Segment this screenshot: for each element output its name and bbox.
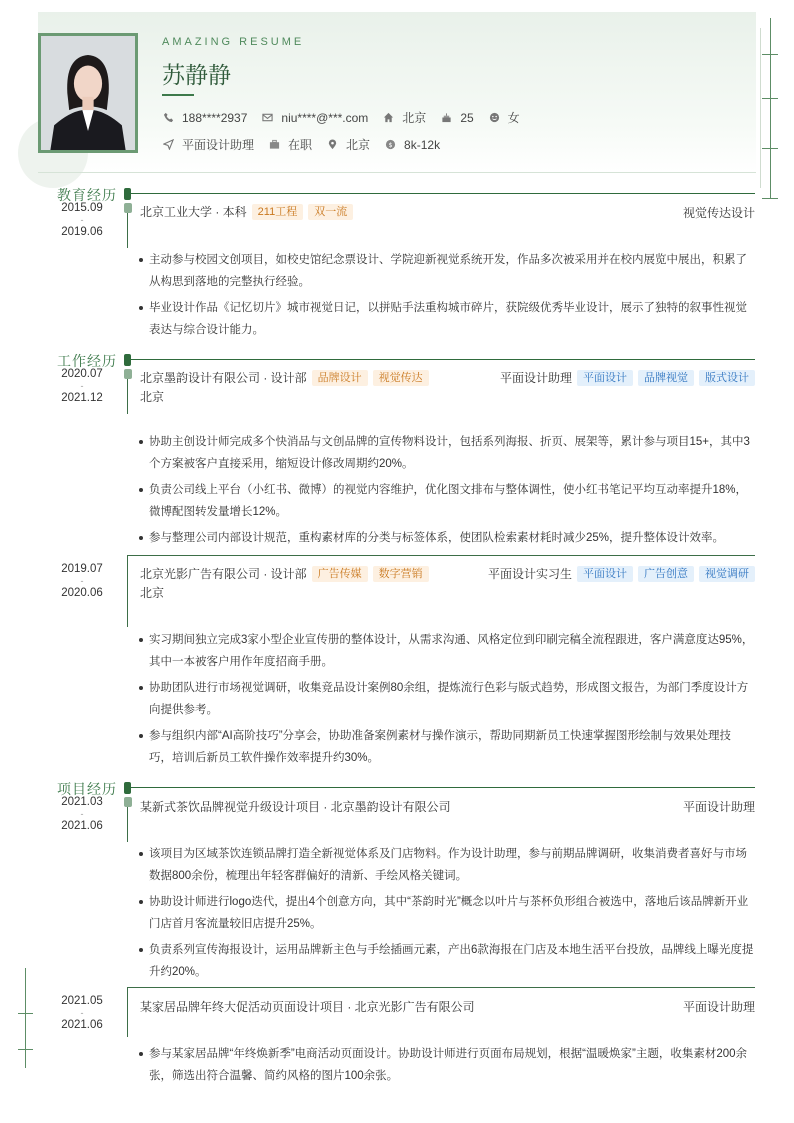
list-item: 协助主创设计师完成多个快消品与文创品牌的宣传物料设计，包括系列海报、折页、展架等，累计参与项目15+，其中3个方案被客户直接采用，缩短设计修改周期约20%。 — [138, 431, 754, 475]
right-frame-line — [760, 28, 761, 188]
entry-divider — [127, 987, 755, 988]
skill-tag: 平面设计 — [577, 370, 633, 386]
section-title-education: 教育经历 — [57, 187, 117, 203]
list-item: 协助团队进行市场视觉调研，收集竞品设计案例80余组，提炼流行色彩与版式趋势，形成图文报告，为部门季度设计方向提供参考。 — [138, 677, 754, 721]
section-marker — [124, 782, 131, 794]
school-tag: 211工程 — [252, 204, 304, 220]
candidate-name: 苏静静 — [162, 62, 231, 88]
proj2-end-date: 2021.06 — [61, 1019, 103, 1031]
skill-tag: 视觉调研 — [699, 566, 755, 582]
edu-bullets — [138, 249, 754, 345]
city-text: 北京 — [402, 111, 427, 125]
timeline-line — [127, 379, 128, 414]
right-decor-tick — [762, 98, 778, 99]
send-icon — [162, 138, 175, 151]
company-name: 北京墨韵设计有限公司 · 设计部 — [140, 371, 307, 385]
skill-tag: 版式设计 — [699, 370, 755, 386]
proj2-role: 平面设计助理 — [682, 1000, 755, 1014]
school-name: 北京工业大学 · 本科 — [140, 205, 247, 219]
list-item: 该项目为区域茶饮连锁品牌打造全新视觉体系及门店物料。作为设计助理，参与前期品牌调研，收集消费者喜好与市场数据800余份，梳理出年轻客群偏好的清新、手绘风格关键词。 — [138, 843, 754, 887]
work2-city: 北京 — [140, 586, 165, 600]
skill-tag: 品牌视觉 — [638, 370, 694, 386]
section-rule — [131, 359, 755, 360]
work1-city: 北京 — [140, 390, 165, 404]
list-item: 负责系列宣传海报设计，运用品牌新主色与手绘插画元素，产出6款海报在门店及本地生活平台投放，品牌线上曝光度提升约20%。 — [138, 939, 754, 983]
edu-major: 视觉传达设计 — [682, 206, 755, 220]
skill-tag: 广告创意 — [638, 566, 694, 582]
position-text: 平面设计助理 — [182, 138, 255, 152]
edu-school — [140, 203, 353, 220]
phone-item — [162, 111, 247, 125]
status-item — [268, 136, 312, 153]
section-title-project: 项目经历 — [57, 781, 117, 797]
timeline-line — [127, 213, 128, 248]
company-tag: 广告传媒 — [312, 566, 368, 582]
home-icon — [382, 111, 395, 124]
timeline-dot — [124, 203, 132, 213]
proj2-start-date: 2021.05 — [61, 995, 103, 1007]
age-text: 25 — [460, 110, 474, 125]
right-decor-tick — [762, 54, 778, 55]
section-rule — [131, 193, 755, 194]
header-divider — [38, 172, 756, 173]
left-decor-line — [25, 968, 26, 1068]
company-name: 北京光影广告有限公司 · 设计部 — [140, 567, 307, 581]
mail-icon — [261, 111, 274, 124]
timeline-dot — [124, 797, 132, 807]
city-item — [382, 109, 426, 126]
right-decor-line — [770, 18, 771, 198]
date-dash: - — [80, 381, 84, 391]
profile-photo — [38, 33, 138, 153]
position-item — [162, 136, 254, 153]
cake-icon — [440, 111, 453, 124]
date-dash: - — [80, 1008, 84, 1018]
briefcase-icon — [268, 138, 281, 151]
work2-role — [488, 565, 755, 582]
proj1-title: 某新式茶饮品牌视觉升级设计项目 · 北京墨韵设计有限公司 — [140, 800, 451, 814]
proj1-bullets — [138, 843, 754, 987]
date-dash: - — [80, 215, 84, 225]
coin-icon — [384, 138, 397, 151]
job-intent-row — [162, 136, 454, 153]
company-tag: 视觉传达 — [373, 370, 429, 386]
edu-start-date: 2015.09 — [61, 202, 103, 214]
age-item — [440, 111, 473, 125]
role-title: 平面设计助理 — [499, 371, 572, 385]
right-decor-tick — [762, 148, 778, 149]
phone-number: 188****2937 — [182, 110, 248, 125]
school-tag: 双一流 — [308, 204, 353, 220]
phone-icon — [162, 111, 175, 124]
section-marker — [124, 188, 131, 200]
right-decor-tick — [762, 198, 778, 199]
list-item: 参与某家居品牌“年终焕新季”电商活动页面设计。协助设计师进行页面布局规划，根据“温暖焕家”主题，收集素材200余张，筛选出符合温馨、简约风格的图片100余张。 — [138, 1043, 754, 1087]
proj1-start-date: 2021.03 — [61, 796, 103, 808]
work1-start-date: 2020.07 — [61, 368, 103, 380]
work1-company — [140, 369, 429, 386]
gender-text: 女 — [507, 111, 520, 125]
name-underline — [162, 94, 194, 96]
list-item: 毕业设计作品《记忆切片》城市视觉日记，以拼贴手法重构城市碎片，获院级优秀毕业设计，展示了独特的叙事性视觉表达与综合设计能力。 — [138, 297, 754, 341]
work2-company — [140, 565, 429, 582]
timeline-line — [127, 555, 128, 627]
smile-icon — [488, 111, 501, 124]
proj1-end-date: 2021.06 — [61, 820, 103, 832]
section-rule — [131, 787, 755, 788]
timeline-line — [127, 987, 128, 1037]
proj2-bullets — [138, 1043, 754, 1091]
role-title: 平面设计实习生 — [487, 567, 572, 581]
entry-divider — [127, 555, 755, 556]
gender-item — [488, 109, 520, 126]
work1-bullets — [138, 431, 754, 553]
status-text: 在职 — [288, 138, 313, 152]
work2-end-date: 2020.06 — [61, 587, 103, 599]
brand-title: AMAZING RESUME — [162, 36, 305, 48]
proj2-title: 某家居品牌年终大促活动页面设计项目 · 北京光影广告有限公司 — [140, 1000, 475, 1014]
left-decor-tick — [18, 1049, 33, 1050]
work2-bullets — [138, 629, 754, 773]
company-tag: 数字营销 — [373, 566, 429, 582]
skill-tag: 平面设计 — [577, 566, 633, 582]
list-item: 实习期间独立完成3家小型企业宣传册的整体设计，从需求沟通、风格定位到印刷完稿全流程跟进，客户满意度达95%，其中一本被客户用作年度招商手册。 — [138, 629, 754, 673]
company-tag: 品牌设计 — [312, 370, 368, 386]
left-decor-tick — [18, 1013, 33, 1014]
timeline-line — [127, 807, 128, 842]
location-text: 北京 — [346, 138, 371, 152]
work1-role — [500, 369, 755, 386]
pin-icon — [326, 138, 339, 151]
list-item: 参与整理公司内部设计规范，重构素材库的分类与标签体系，使团队检索素材耗时减少25%，提升整体设计效率。 — [138, 527, 754, 549]
list-item: 参与组织内部“AI高阶技巧”分享会，协助准备案例素材与操作演示，帮助同期新员工快速掌握图形绘制与效果处理技巧，培训后新员工软件操作效率提升约30%。 — [138, 725, 754, 769]
svg-text:$: $ — [388, 140, 393, 149]
timeline-dot — [124, 369, 132, 379]
work1-end-date: 2021.12 — [61, 392, 103, 404]
proj1-role: 平面设计助理 — [682, 800, 755, 814]
list-item: 协助设计师进行logo迭代，提出4个创意方向，其中“茶韵时光”概念以叶片与茶杯负形组合被选中，落地后该品牌新开业门店首月客流量较旧店提升25%。 — [138, 891, 754, 935]
edu-end-date: 2019.06 — [61, 226, 103, 238]
email-address: niu****@***.com — [281, 110, 369, 125]
salary-text: 8k-12k — [404, 137, 441, 152]
date-dash: - — [80, 809, 84, 819]
location-item — [326, 136, 370, 153]
section-title-work: 工作经历 — [57, 353, 117, 369]
work2-start-date: 2019.07 — [61, 563, 103, 575]
salary-item — [384, 138, 440, 152]
list-item: 负责公司线上平台（小红书、微博）的视觉内容维护，优化图文排布与整体调性，使小红书笔记平均互动率提升18%，微博配图转发量增长12%。 — [138, 479, 754, 523]
list-item: 主动参与校园文创项目，如校史馆纪念票设计、学院迎新视觉系统开发，作品多次被采用并在校内展览中展出，积累了从构思到落地的完整执行经验。 — [138, 249, 754, 293]
contact-row — [162, 109, 534, 126]
email-item — [261, 111, 368, 125]
date-dash: - — [80, 576, 84, 586]
section-marker — [124, 354, 131, 366]
